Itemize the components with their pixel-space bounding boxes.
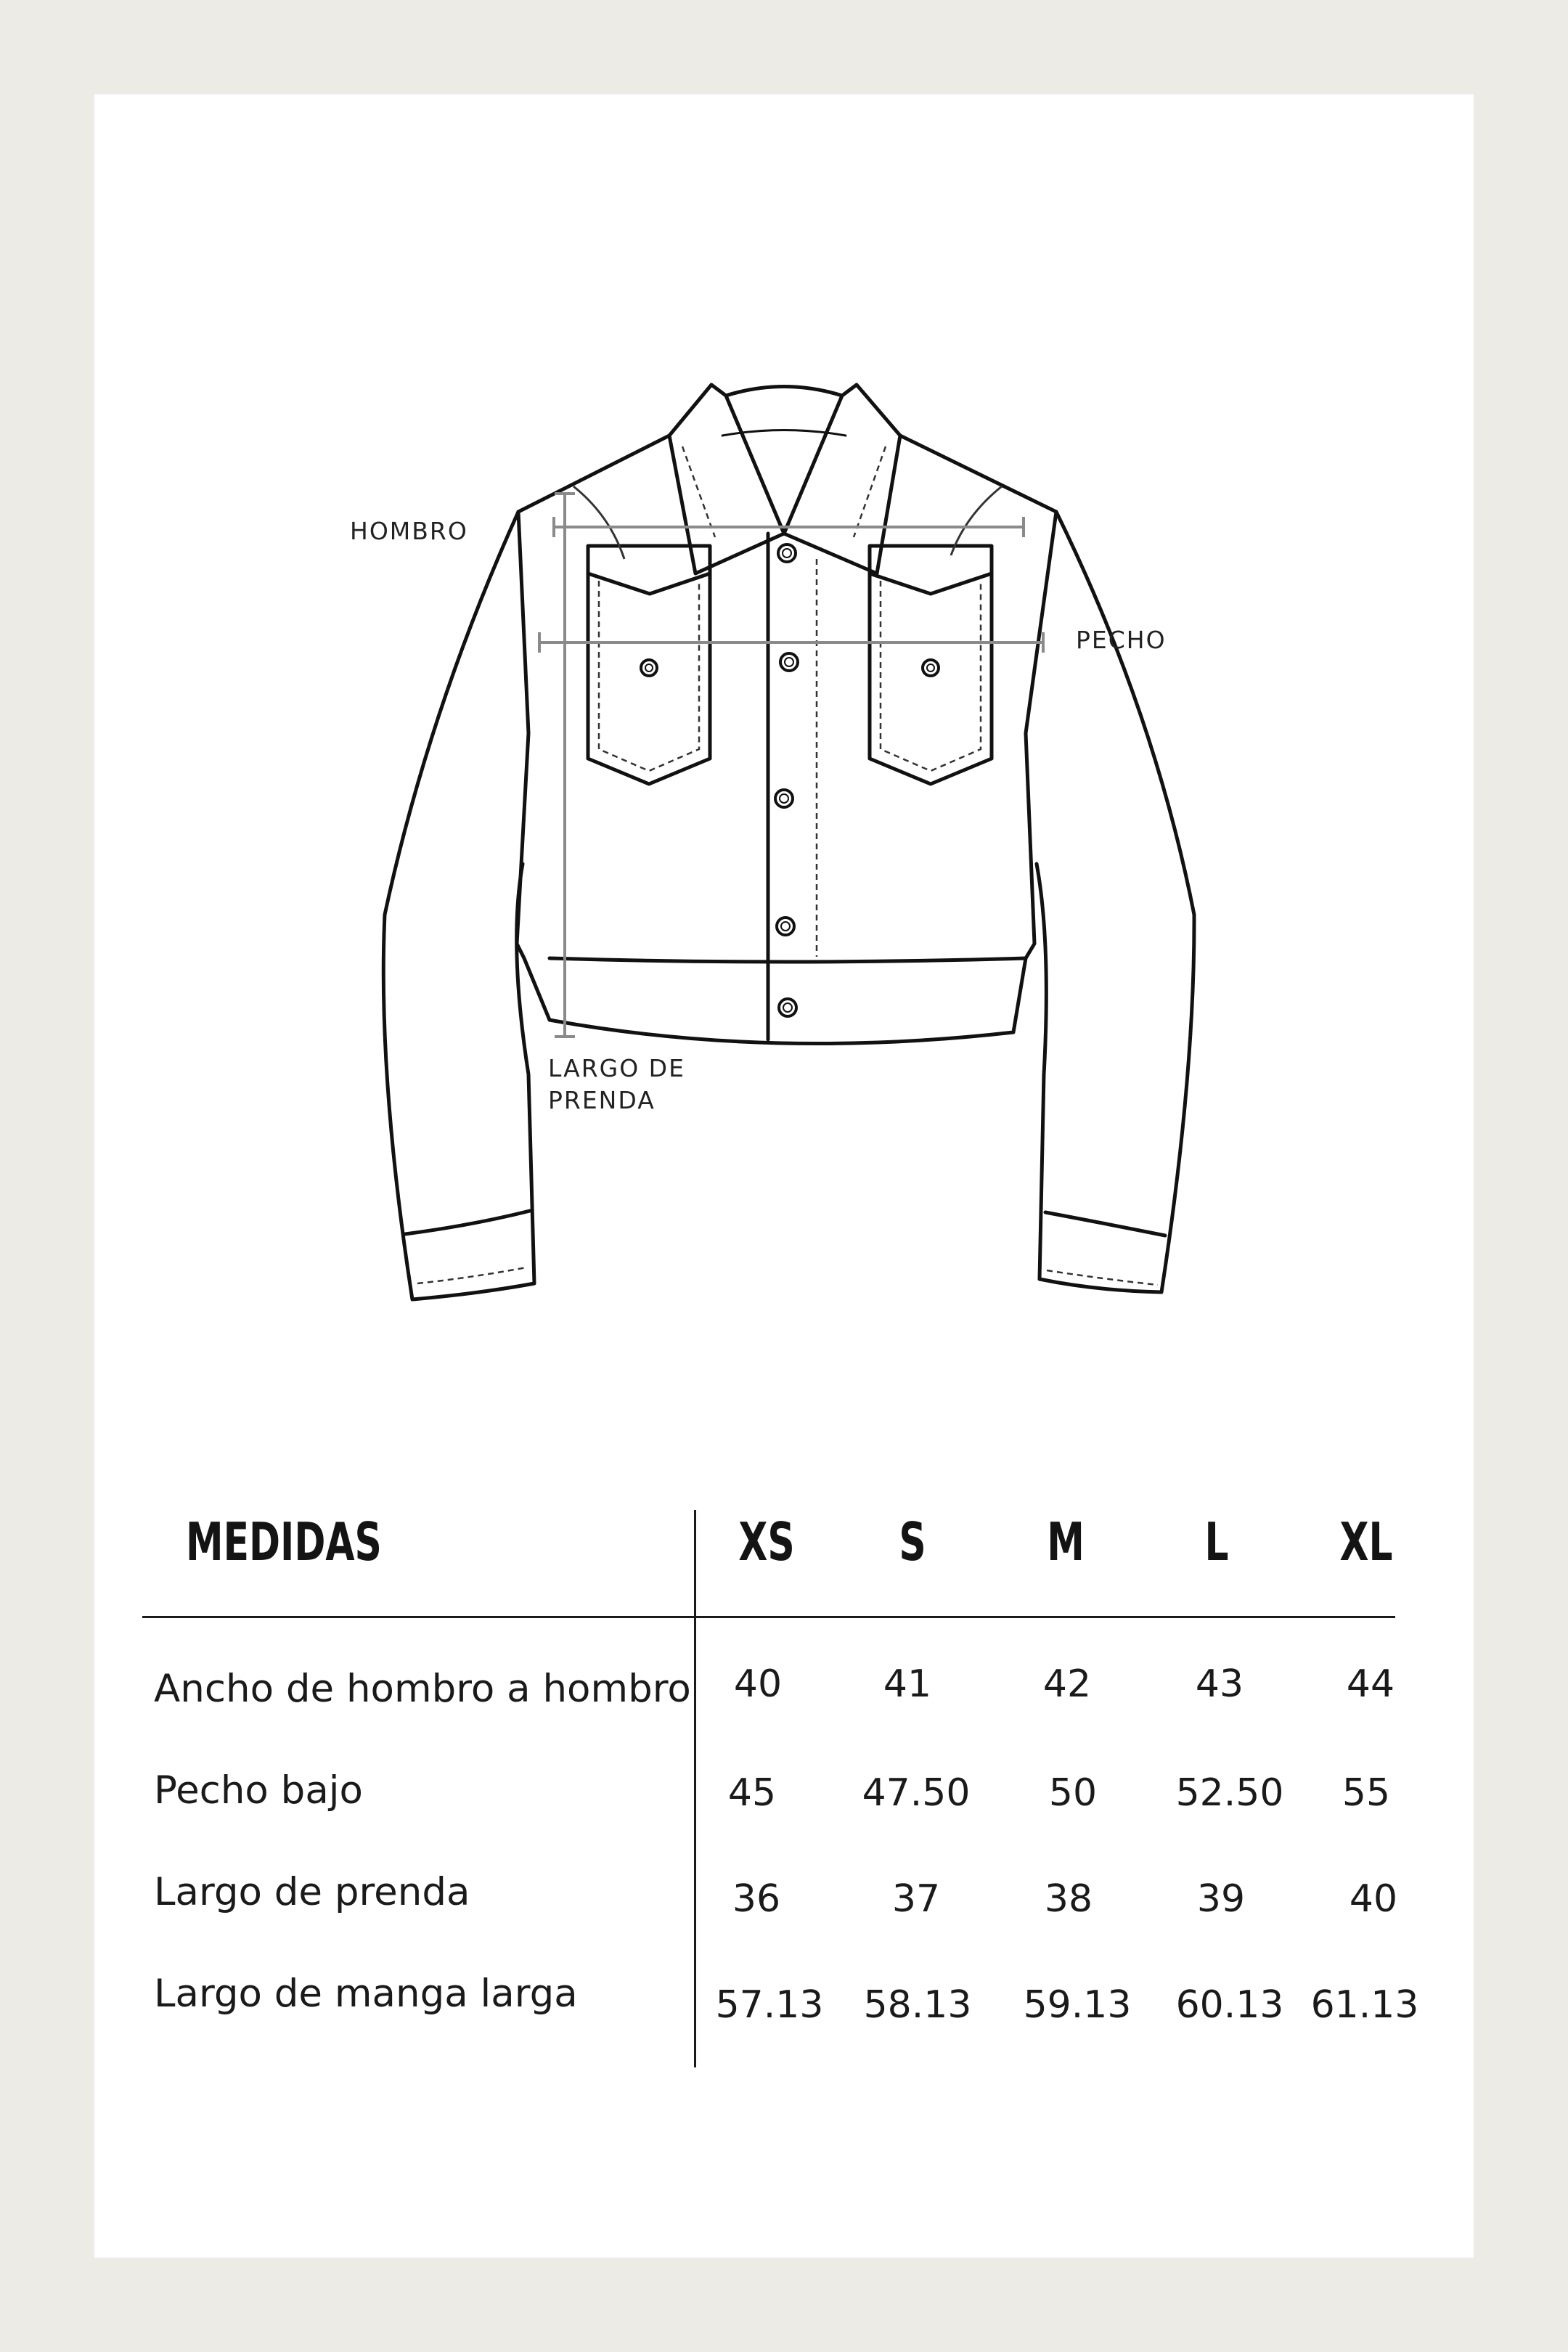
length-measure-line	[555, 494, 575, 1037]
waistband	[550, 958, 1026, 962]
row-label-sleeve: Largo de manga larga	[154, 1972, 578, 2016]
size-header-xl: XL	[1339, 1511, 1393, 1572]
table-cell: 36	[732, 1877, 781, 1921]
size-header-m: M	[1047, 1511, 1085, 1572]
table-cell: 37	[891, 1877, 941, 1921]
table-cell: 39	[1196, 1877, 1246, 1921]
table-header-title: MEDIDAS	[186, 1511, 382, 1572]
shoulder-label: HOMBRO	[350, 517, 468, 545]
table-cell: 52.50	[1175, 1771, 1284, 1815]
table-cell: 61.13	[1310, 1983, 1419, 2027]
right-cuff	[1045, 1212, 1165, 1236]
table-cell: 45	[727, 1771, 777, 1815]
table-cell: 55	[1342, 1771, 1391, 1815]
length-label-line1: LARGO DE	[548, 1054, 685, 1082]
table-cell: 44	[1346, 1662, 1395, 1706]
table-cell: 50	[1048, 1771, 1098, 1815]
table-cell: 57.13	[715, 1983, 824, 2027]
table-cell: 38	[1044, 1877, 1093, 1921]
length-label-line2: PRENDA	[548, 1086, 656, 1114]
left-sleeve	[383, 512, 534, 1299]
left-cuff	[405, 1211, 530, 1234]
size-header-xs: XS	[738, 1511, 795, 1572]
size-header-l: L	[1204, 1511, 1229, 1572]
table-header-divider	[142, 1616, 1395, 1618]
chest-measure-line	[539, 632, 1043, 653]
neckline	[726, 387, 842, 396]
table-cell: 42	[1042, 1662, 1092, 1706]
row-label-length: Largo de prenda	[154, 1870, 470, 1914]
row-label-chest: Pecho bajo	[154, 1768, 363, 1813]
table-cell: 60.13	[1175, 1983, 1284, 2027]
row-label-shoulder: Ancho de hombro a hombro	[154, 1667, 691, 1711]
table-cell: 43	[1195, 1662, 1244, 1706]
table-cell: 40	[1349, 1877, 1398, 1921]
table-cell: 58.13	[863, 1983, 972, 2027]
table-cell: 59.13	[1023, 1983, 1132, 2027]
size-header-s: S	[899, 1511, 926, 1572]
table-cell: 41	[883, 1662, 932, 1706]
chest-label: PECHO	[1076, 626, 1167, 654]
table-cell: 47.50	[862, 1771, 971, 1815]
right-pocket-flap	[870, 546, 992, 594]
table-cell: 40	[733, 1662, 783, 1706]
